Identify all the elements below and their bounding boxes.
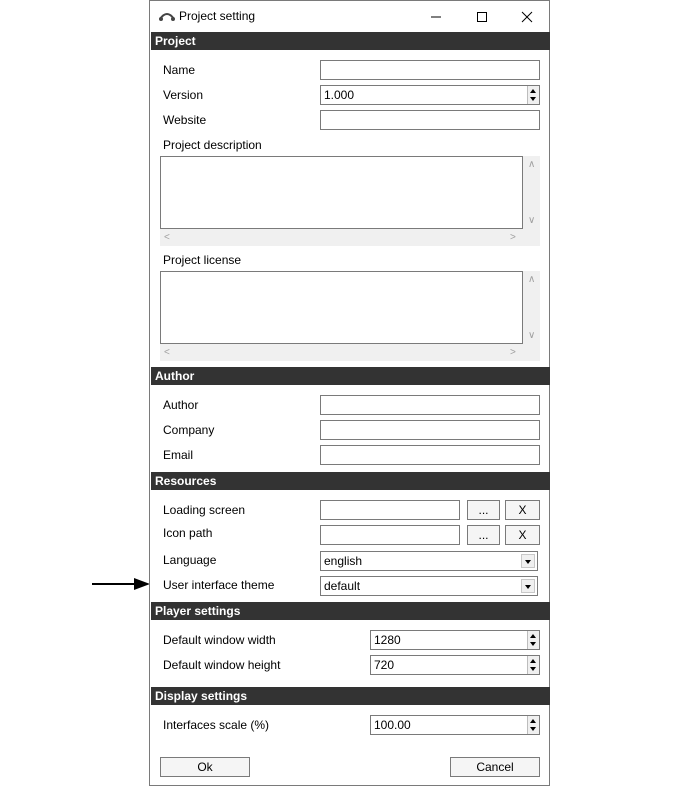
loading-screen-browse-button[interactable]: ... [467, 500, 500, 520]
chevron-down-icon[interactable] [521, 579, 535, 593]
version-spin-buttons[interactable] [527, 86, 539, 104]
interfaces-scale-label: Interfaces scale (%) [163, 718, 270, 732]
project-description-area [160, 156, 540, 246]
author-field[interactable] [320, 395, 540, 415]
name-field[interactable] [320, 60, 540, 80]
arrow-annotation-icon [90, 574, 152, 594]
section-header-project: Project [151, 32, 550, 50]
icon-path-field[interactable] [320, 525, 460, 545]
scroll-down-icon[interactable]: ∨ [528, 215, 536, 226]
ui-theme-label: User interface theme [163, 578, 275, 592]
name-label: Name [163, 63, 196, 77]
interfaces-scale-spinbox[interactable] [370, 715, 540, 735]
project-license-area [160, 271, 540, 361]
scroll-up-icon[interactable]: ∧ [528, 159, 536, 170]
loading-screen-clear-button[interactable]: X [505, 500, 540, 520]
close-icon [521, 11, 533, 23]
maximize-button[interactable] [459, 1, 505, 32]
default-window-height-label: Default window height [163, 658, 281, 672]
maximize-icon [476, 11, 488, 23]
scroll-left-icon[interactable]: < [164, 347, 170, 358]
website-label: Website [163, 113, 207, 127]
project-description-label: Project description [163, 138, 262, 152]
project-description-textarea[interactable] [160, 156, 523, 229]
language-label: Language [163, 553, 217, 567]
scroll-left-icon[interactable]: < [164, 232, 170, 243]
cancel-button[interactable]: Cancel [450, 757, 540, 777]
loading-screen-label: Loading screen [163, 503, 246, 517]
chevron-down-icon[interactable] [521, 554, 535, 568]
ui-theme-value: default [324, 579, 361, 593]
company-field[interactable] [320, 420, 540, 440]
language-combobox[interactable] [320, 551, 538, 571]
default-window-width-spinbox[interactable] [370, 630, 540, 650]
scroll-right-icon[interactable]: > [510, 347, 516, 358]
language-value: english [324, 554, 363, 568]
close-button[interactable] [504, 1, 550, 32]
section-header-author: Author [151, 367, 550, 385]
icon-path-clear-button[interactable]: X [505, 525, 540, 545]
scroll-right-icon[interactable]: > [510, 232, 516, 243]
default-window-width-value: 1280 [374, 633, 401, 647]
project-license-label: Project license [163, 253, 242, 267]
ok-button[interactable]: Ok [160, 757, 250, 777]
version-spinbox[interactable] [320, 85, 540, 105]
default-window-height-spinbox[interactable] [370, 655, 540, 675]
window-title: Project setting [179, 9, 256, 23]
scroll-down-icon[interactable]: ∨ [528, 330, 536, 341]
loading-screen-field[interactable] [320, 500, 460, 520]
section-header-display-settings: Display settings [151, 687, 550, 705]
width-spin-buttons[interactable] [527, 631, 539, 649]
scroll-up-icon[interactable]: ∧ [528, 274, 536, 285]
minimize-button[interactable] [413, 1, 459, 32]
app-icon [158, 11, 176, 23]
email-label: Email [163, 448, 194, 462]
version-label: Version [163, 88, 204, 102]
minimize-icon [430, 11, 442, 23]
default-window-height-value: 720 [374, 658, 395, 672]
email-field[interactable] [320, 445, 540, 465]
project-license-textarea[interactable] [160, 271, 523, 344]
section-header-resources: Resources [151, 472, 550, 490]
icon-path-label: Icon path [163, 526, 213, 540]
ui-theme-combobox[interactable] [320, 576, 538, 596]
icon-path-browse-button[interactable]: ... [467, 525, 500, 545]
section-header-player-settings: Player settings [151, 602, 550, 620]
project-setting-dialog [149, 0, 550, 786]
version-value: 1.000 [324, 88, 355, 102]
author-label: Author [163, 398, 199, 412]
height-spin-buttons[interactable] [527, 656, 539, 674]
company-label: Company [163, 423, 215, 437]
interfaces-scale-value: 100.00 [374, 718, 411, 732]
scale-spin-buttons[interactable] [527, 716, 539, 734]
default-window-width-label: Default window width [163, 633, 276, 647]
website-field[interactable] [320, 110, 540, 130]
